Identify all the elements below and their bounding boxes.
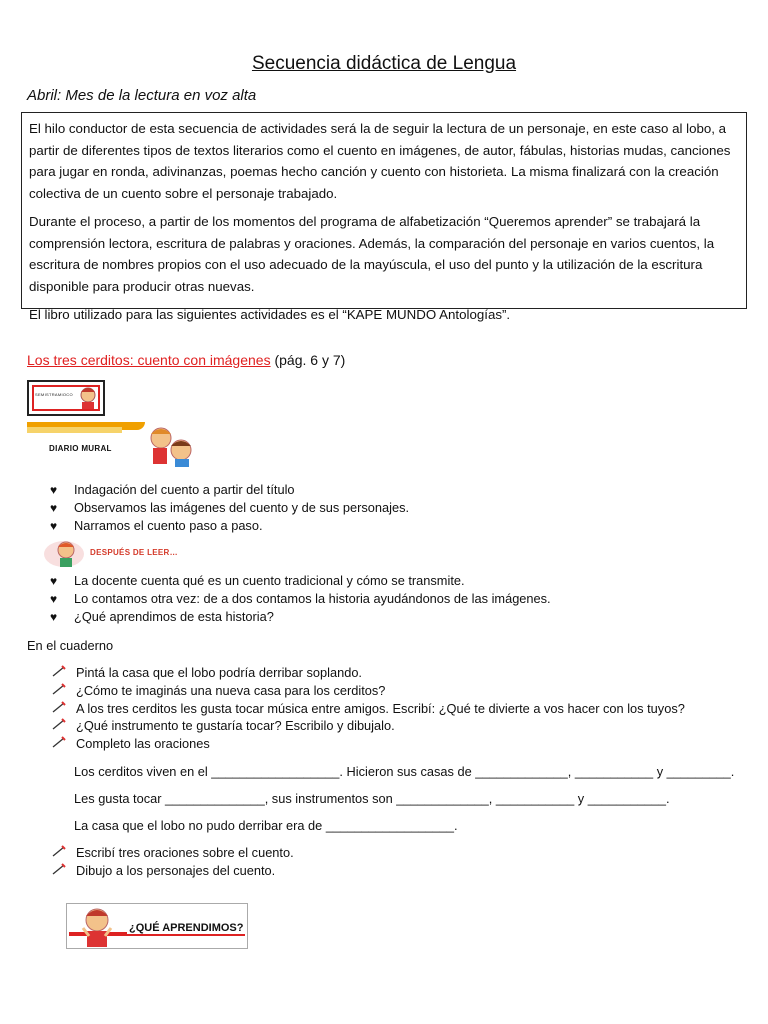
final-activities-list <box>52 844 294 880</box>
heart-bullet-icon: ♥ <box>50 501 58 515</box>
pencil-icon <box>52 845 66 857</box>
list-item: A los tres cerditos les gusta tocar música entre amigos. Escribí: ¿Qué te divierte a vos hacer con los tuyos? <box>52 700 685 718</box>
list-item: ♥ Indagación del cuento a partir del título <box>50 482 295 497</box>
heart-bullet-icon: ♥ <box>50 519 58 533</box>
child-reading-icon <box>44 538 88 568</box>
section-heading-pages: (pág. 6 y 7) <box>274 352 346 368</box>
section-heading-link[interactable]: Los tres cerditos: cuento con imágenes <box>27 352 271 368</box>
list-item: ♥ Lo contamos otra vez: de a dos contamos la historia ayudándonos de las imágenes. <box>50 591 551 606</box>
list-item: ♥ ¿Qué aprendimos de esta historia? <box>50 609 274 624</box>
despues-de-leer-label: DESPUÉS DE LEER… <box>90 548 178 557</box>
pencil-icon <box>52 863 66 875</box>
que-aprendimos-label: ¿QUÉ APRENDIMOS? <box>129 922 244 934</box>
small-badge <box>27 380 105 416</box>
page-subtitle: Abril: Mes de la lectura en voz alta <box>27 87 257 104</box>
page-title: Secuencia didáctica de Lengua <box>251 53 517 74</box>
diario-mural-label: DIARIO MURAL <box>49 444 112 453</box>
children-icon <box>145 424 201 468</box>
fill-in-sentence: Les gusta tocar ______________, sus instrumentos son _____________, ___________ y ___________. <box>74 791 670 806</box>
list-item: Completo las oraciones <box>52 735 685 753</box>
heart-bullet-icon: ♥ <box>50 574 58 588</box>
intro-paragraph: El hilo conductor de esta secuencia de actividades será la de seguir la lectura de un personaje, en este caso al lobo, a partir de diferentes tipos de textos literarios como el cuento en imágenes, de autor, fábulas, historias mudas, canciones para jugar en ronda, adivinanzas, poemas hecho canción y cuento con historieta. La misma finalizará con la creación colectiva de un cuento sobre el personaje trabajado. <box>29 121 731 201</box>
pencil-icon <box>52 701 66 713</box>
section-heading <box>27 352 345 368</box>
intro-box <box>21 112 747 322</box>
pencil-icon <box>52 718 66 730</box>
list-item: ¿Cómo te imaginás una nueva casa para los cerditos? <box>52 682 685 700</box>
before-reading-list <box>50 481 409 535</box>
list-item: ♥ La docente cuenta qué es un cuento tradicional y cómo se transmite. <box>50 573 465 588</box>
pencil-icon <box>52 683 66 695</box>
heart-bullet-icon: ♥ <box>50 483 58 497</box>
intro-paragraph: Durante el proceso, a partir de los momentos del programa de alfabetización “Queremos aprender” se trabajará la comprensión lectora, escritura de palabras y oraciones. Además, la comparación del personaje en varios cuentos, la escritura de nombres propios con el uso adecuado de la mayúscula, el uso del punto y la utilización de la escritura disponible para producir otras nuevas. <box>29 214 715 294</box>
despues-de-leer-badge <box>44 538 194 568</box>
heart-bullet-icon: ♥ <box>50 592 58 606</box>
list-item: ¿Qué instrumento te gustaría tocar? Escribilo y dibujalo. <box>52 717 685 735</box>
diario-mural-banner <box>27 422 147 467</box>
cuaderno-heading: En el cuaderno <box>27 638 114 653</box>
que-aprendimos-badge <box>66 903 248 949</box>
small-badge-label: SEMISTRAMIOCO <box>35 392 73 397</box>
heart-bullet-icon: ♥ <box>50 610 58 624</box>
cuaderno-activities-list <box>52 664 685 753</box>
child-face-icon <box>77 906 117 948</box>
intro-paragraph: El libro utilizado para las siguientes actividades es el “KAPE MUNDO Antologías”. <box>29 307 511 322</box>
after-reading-list <box>50 572 551 626</box>
list-item: ♥ Narramos el cuento paso a paso. <box>50 518 263 533</box>
fill-in-sentence: Los cerditos viven en el __________________. Hicieron sus casas de _____________, ___________ y _________. <box>74 764 735 779</box>
list-item: ♥ Observamos las imágenes del cuento y de sus personajes. <box>50 500 410 515</box>
list-item: Escribí tres oraciones sobre el cuento. <box>52 844 294 862</box>
fill-in-sentence: La casa que el lobo no pudo derribar era de __________________. <box>74 818 458 833</box>
pencil-icon <box>52 665 66 677</box>
list-item: Dibujo a los personajes del cuento. <box>52 862 294 880</box>
child-face-icon <box>77 386 99 410</box>
pencil-icon <box>52 736 66 748</box>
list-item: Pintá la casa que el lobo podría derribar soplando. <box>52 664 685 682</box>
